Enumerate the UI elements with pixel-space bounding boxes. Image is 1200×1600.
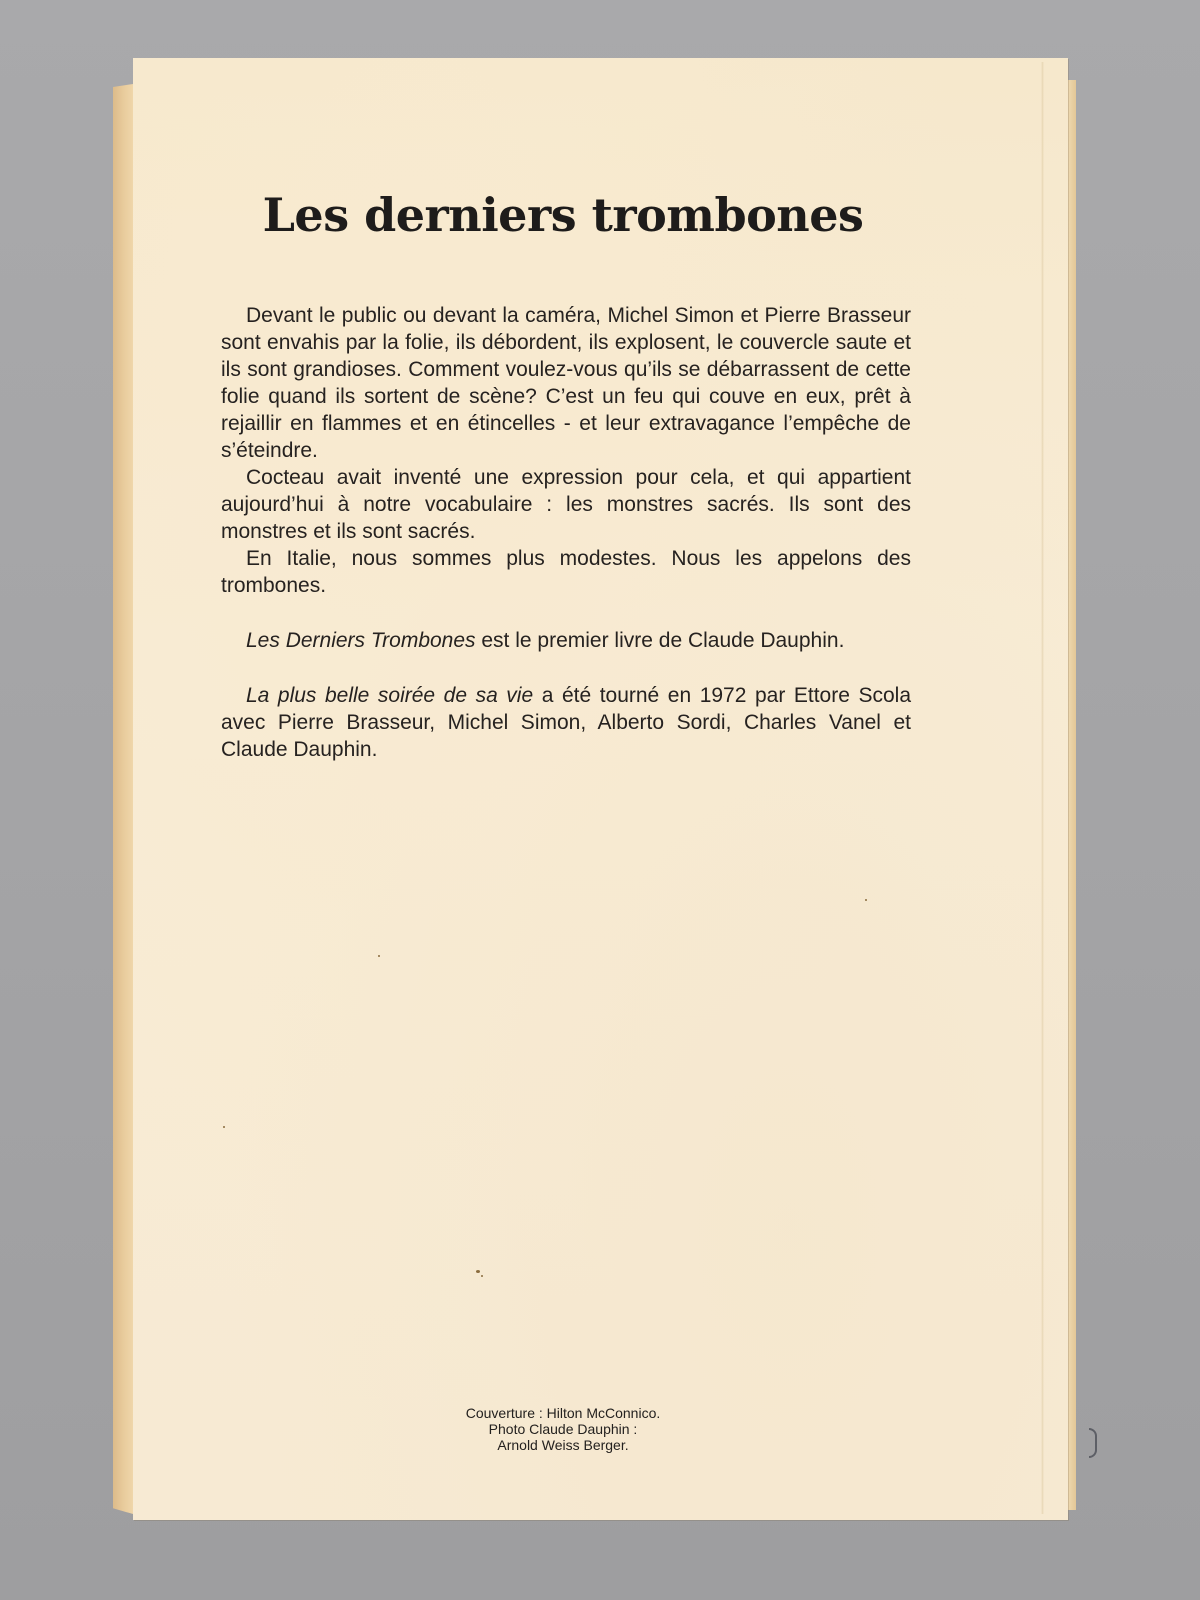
blurb-paragraph: Devant le public ou devant la caméra, Michel Simon et Pierre Brasseur sont envahis par la folie, ils débordent, ils explosent, le couvercle saute et ils sont grandioses. Comment voulez-vous qu’ils se débarrassent de cette folie quand ils sortent de scène? C’est un feu qui couve en eux, prêt à rejaillir en flammes et en étincelles - et leur extravagance l’empêche de s’éteindre.: [221, 304, 911, 462]
credit-line-photographer: Arnold Weiss Berger.: [497, 1437, 629, 1453]
blurb-paragraph-film: [221, 682, 911, 763]
cover-credits: [133, 1405, 993, 1453]
blurb-text: est le premier livre de Claude Dauphin.: [475, 629, 845, 652]
book-back-cover: [133, 58, 1068, 1520]
cover-blurb: [221, 302, 911, 763]
book-title: Les derniers trombones: [262, 188, 864, 242]
blurb-paragraph-first-book: [221, 627, 911, 654]
spine-fold-crease: [1041, 62, 1044, 1514]
paper-speck: [481, 1275, 483, 1277]
paper-speck: [223, 1126, 225, 1128]
paper-speck: [865, 899, 867, 901]
clip-edge: [1089, 1428, 1097, 1458]
blurb-paragraph: En Italie, nous sommes plus modestes. Nous les appelons des trombones.: [221, 547, 911, 597]
credit-line-cover: Couverture : Hilton McConnico.: [465, 1405, 661, 1421]
book-page-edge-left: [113, 84, 133, 1514]
blurb-paragraph: Cocteau avait inventé une expression pour cela, et qui appartient aujourd’hui à notre vocabulaire : les monstres sacrés. Ils sont des monstres et ils sont sacrés.: [221, 466, 911, 543]
book-title-italic: Les Derniers Trombones: [246, 629, 476, 652]
blurb-text: a été tourné en 1972 par Ettore Scola avec Pierre Brasseur, Michel Simon, Alberto Sordi, Charles Vanel et Claude Dauphin.: [221, 684, 911, 761]
paper-speck: [476, 1270, 480, 1273]
film-title-italic: La plus belle soirée de sa vie: [246, 684, 534, 707]
credit-line-photo: Photo Claude Dauphin :: [488, 1421, 638, 1437]
paper-speck: [378, 955, 380, 957]
